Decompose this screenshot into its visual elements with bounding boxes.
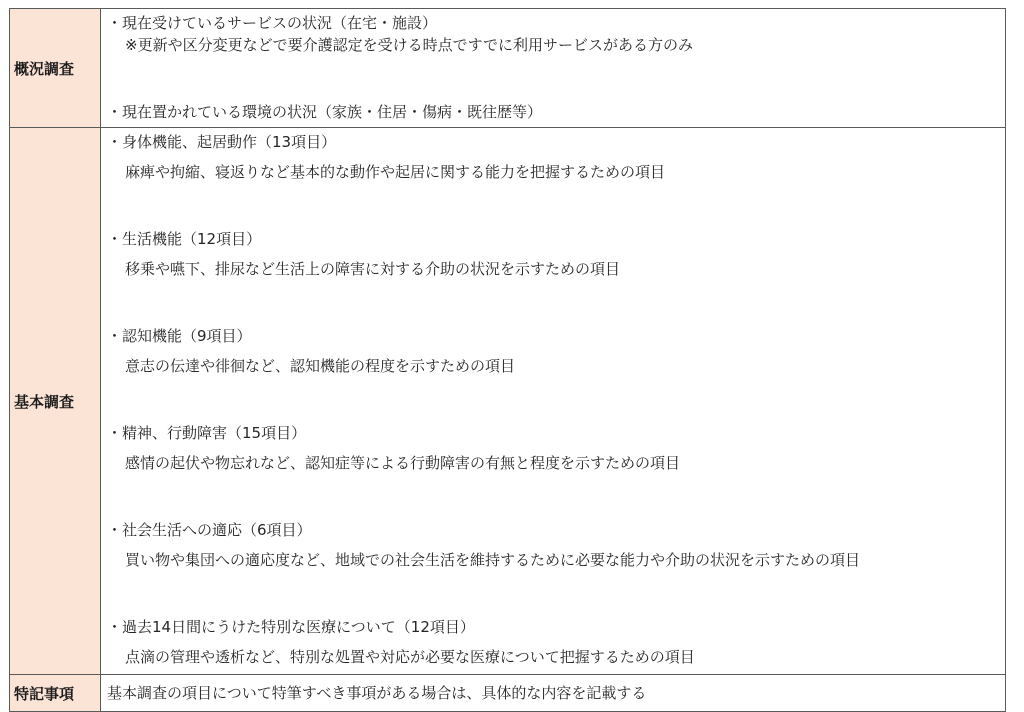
basic-label: 基本調査 — [10, 128, 101, 675]
special-row — [10, 675, 1006, 712]
basic-item-title: ・身体機能、起居動作（13項目） — [107, 133, 337, 151]
overview-row — [10, 9, 1006, 128]
overview-content — [101, 9, 1006, 128]
survey-items-table — [9, 8, 1006, 712]
basic-item-title: ・過去14日間にうけた特別な医療について（12項目） — [107, 618, 475, 636]
basic-item-title: ・精神、行動障害（15項目） — [107, 424, 307, 442]
basic-item-desc: 意志の伝達や徘徊など、認知機能の程度を示すための項目 — [125, 357, 516, 375]
basic-item-title: ・認知機能（9項目） — [107, 327, 252, 345]
basic-item-desc: 点滴の管理や透析など、特別な処置や対応が必要な医療について把握するための項目 — [125, 648, 695, 666]
basic-item-desc: 買い物や集団への適応度など、地域での社会生活を維持するために必要な能力や介助の状況を示すための項目 — [125, 551, 861, 569]
basic-row — [10, 128, 1006, 675]
basic-content — [101, 128, 1006, 675]
special-content: 基本調査の項目について特筆すべき事項がある場合は、具体的な内容を記載する — [101, 675, 1006, 712]
basic-item-desc: 麻痺や拘縮、寝返りなど基本的な動作や起居に関する能力を把握するための項目 — [125, 163, 666, 181]
basic-item-title: ・社会生活への適応（6項目） — [107, 521, 312, 539]
basic-item-desc: 感情の起伏や物忘れなど、認知症等による行動障害の有無と程度を示すための項目 — [125, 454, 681, 472]
overview-item-title: ・現在置かれている環境の状況（家族・住居・傷病・既往歴等） — [107, 103, 543, 121]
overview-item-note: ※更新や区分変更などで要介護認定を受ける時点ですでに利用サービスがある方のみ — [125, 36, 694, 54]
basic-item-title: ・生活機能（12項目） — [107, 230, 262, 248]
overview-item-title: ・現在受けているサービスの状況（在宅・施設） — [107, 14, 438, 32]
overview-label: 概況調査 — [10, 9, 101, 128]
basic-item-desc: 移乗や嚥下、排尿など生活上の障害に対する介助の状況を示すための項目 — [125, 260, 621, 278]
special-label: 特記事項 — [10, 675, 101, 712]
